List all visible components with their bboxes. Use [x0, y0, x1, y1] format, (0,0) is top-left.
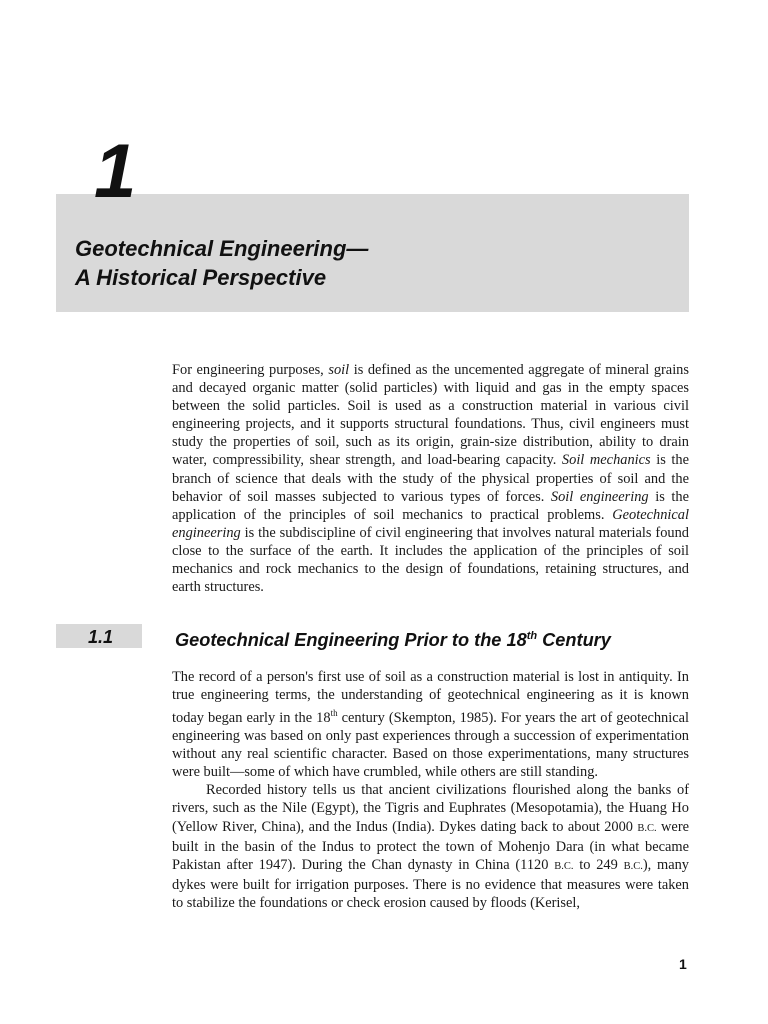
section-title [175, 624, 611, 652]
chapter-title-line-2: A Historical Perspective [75, 265, 327, 290]
intro-text: is defined as the uncemented aggregate of mineral grains and decayed organic matter (solid particles) with liquid and gas in the empty spaces between the solid particles. Soil is used as a construction material in various civil engineering projects, and it supports structural foundations. Thus, civil engineers must study the properties of soil, such as its origin, grain-size distribution, ability to drain water, compressibility, shear strength, and load-bearing capacity. [172, 362, 689, 469]
era-abbrev: B.C. [554, 860, 574, 872]
section-title-superscript: th [526, 630, 538, 642]
intro-text: is the branch of science that deals with the study of the physical properties of soil and the behavior of soil masses subjected to various types of forces. [172, 452, 689, 505]
intro-text: is the application of the principles of soil mechanics to practical problems. [172, 488, 689, 523]
term-soil: soil [328, 362, 350, 378]
intro-text: is the subdiscipline of civil engineering that involves natural materials found close to the surface of the earth. It includes the application of the principles of soil mechanics and rock mechanics to the design of foundations, retaining structures, and earth structures. [172, 524, 689, 596]
section-number: 1.1 [88, 627, 114, 647]
chapter-number: 1 [94, 129, 135, 214]
paragraph-text: Recorded history tells us that ancient civilizations flourished along the banks of rivers, such as the Nile (Egypt), the Tigris and Euphrates (Mesopotamia), the Huang Ho (Yellow River, China), and the Indus (India). Dykes dating back to about 2000 [172, 782, 689, 835]
paragraph-text: to 249 [573, 856, 624, 873]
intro-paragraph [172, 361, 689, 596]
paragraph-text: The record of a person's first use of soil as a construction material is lost in antiquity. In true engineering terms, the understanding of geotechnical engineering as it is known today began early in the 18 [172, 669, 689, 726]
section-paragraph [172, 781, 689, 912]
chapter-title-line-1: Geotechnical Engineering— [75, 236, 369, 261]
paragraph-text: century (Skempton, 1985). For years the art of geotechnical engineering was based on only past experiences through a succession of experimentation without any real scientific character. Based on those experimentations, many structures were built—some of which have crumbled, while others are still standing. [172, 709, 690, 781]
era-abbrev: B.C. [623, 860, 643, 872]
superscript: th [330, 708, 338, 719]
section-body [172, 668, 689, 912]
section-title-text: Geotechnical Engineering Prior to the 18 [175, 630, 527, 651]
intro-text: For engineering purposes, [172, 362, 329, 378]
term-soil-mechanics: Soil mechanics [561, 452, 651, 469]
term-soil-engineering: Soil engineering [550, 488, 649, 505]
term-geotechnical-engineering: Geotechnical engineering [172, 506, 689, 541]
paragraph-text: ), many dykes were built for irrigation purposes. There is no evidence that measures were taken to stabilize the foundations or check erosion caused by floods (Kerisel, [172, 856, 690, 911]
section-title-text: Century [537, 630, 611, 651]
section-paragraph [172, 668, 689, 781]
page-number: 1 [679, 956, 687, 972]
paragraph-text: were built in the basin of the Indus to protect the town of Mohenjo Dara (in what became Pakistan after 1947). During the Chan dynasty in China (1120 [172, 818, 689, 873]
chapter-title [75, 234, 368, 292]
era-abbrev: B.C. [637, 822, 657, 834]
